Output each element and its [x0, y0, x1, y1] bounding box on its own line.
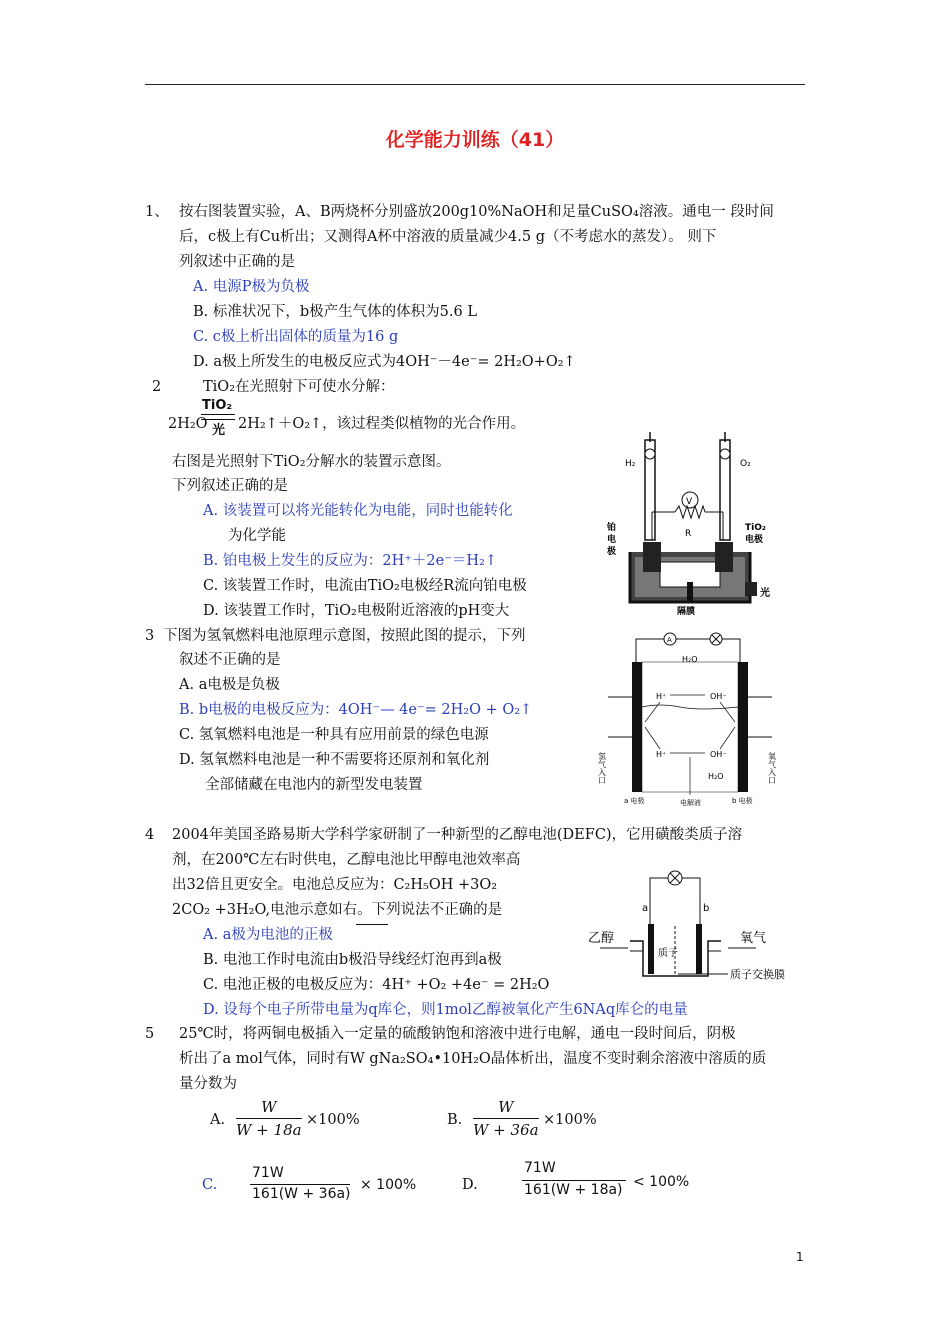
q1-line2: 后，c极上有Cu析出；又测得A杯中溶液的质量减少4.5 g（不考虑水的蒸发）。 则下: [179, 229, 717, 245]
tio2-electrode-label: 电极: [745, 535, 764, 545]
hplus-top-label: H⁺: [656, 692, 667, 701]
ethanol-label: 乙醇: [588, 931, 615, 946]
q5-option-a-fraction: [236, 1098, 302, 1139]
q5-option-c-numerator: 71W: [252, 1165, 284, 1181]
q2-line4: 下列叙述正确的是: [172, 478, 288, 494]
h2-inlet-label: 氢气入口: [597, 752, 607, 784]
a-electrode-label: a 电极: [624, 797, 645, 805]
pt-label-1: 铂: [607, 523, 617, 533]
q4-line2: 剂，在200℃左右时供电，乙醇电池比甲醇电池效率高: [172, 852, 521, 868]
q4-line4: 2CO₂ +3H₂O,电池示意如右。下列说法不正确的是: [172, 902, 503, 918]
q4-option-c: C. 电池正极的电极反应为：4H⁺ +O₂ +4e⁻ = 2H₂O: [203, 977, 550, 993]
voltmeter-label: V: [686, 497, 693, 507]
q5-option-d-bar: [522, 1180, 626, 1181]
o2-label: O₂: [740, 459, 751, 469]
fuel-cell-figure: [597, 627, 785, 812]
q3-option-b: B. b电极的电极反应为：4OH⁻— 4e⁻= 2H₂O + O₂↑: [179, 702, 533, 718]
q2-eq-right: 2H₂↑＋O₂↑，该过程类似植物的光合作用。: [238, 416, 526, 432]
q4-option-a: A. a极为电池的正极: [203, 927, 333, 943]
q5-option-b-fraction: [473, 1098, 539, 1139]
q2-option-a-cont: 为化学能: [228, 528, 286, 544]
tio2-apparatus-figure: [605, 432, 780, 617]
q1-line1: 按右图装置实验，A、B两烧杯分别盛放200g10%NaOH和足量CuSO₄溶液。通电一 段时间: [179, 204, 774, 220]
q2-eq-left: 2H₂O: [168, 416, 208, 432]
page-number: 1: [796, 1250, 804, 1264]
resistor-label: R: [685, 529, 692, 539]
q3-option-c: C. 氢氧燃料电池是一种具有应用前景的绿色电源: [179, 727, 489, 743]
q2-eq-condition: 光: [212, 423, 226, 438]
o2-inlet-label: 氧气入口: [767, 752, 777, 784]
water-top-label: H₂O: [682, 655, 698, 664]
q2-eq-catalyst: TiO₂: [202, 398, 233, 413]
q5-option-d-numerator: 71W: [524, 1160, 556, 1176]
proton-membrane-label: 质子交换膜: [730, 968, 785, 981]
q4-line3: 出32倍且更安全。电池总反应为：C₂H₅OH +3O₂: [172, 877, 498, 893]
q5-option-a-numerator: W: [261, 1098, 277, 1116]
q5-option-b-denominator: W + 36a: [473, 1121, 539, 1139]
q3-line1: 下图为氢氧燃料电池原理示意图，按照此图的提示，下列: [163, 628, 526, 644]
q4-line1: 2004年美国圣路易斯大学科学家研制了一种新型的乙醇电池(DEFC)，它用磺酸类质子溶: [172, 827, 743, 843]
q5-line3: 量分数为: [179, 1076, 237, 1092]
q5-option-c-label: C.: [202, 1177, 218, 1193]
ammeter-label: A: [667, 636, 672, 644]
pt-label-2: 电: [607, 535, 617, 545]
q4-number: 4: [145, 827, 155, 843]
q4-option-b: B. 电池工作时电流由b极沿导线经灯泡再到a极: [203, 952, 502, 968]
q2-line3: 右图是光照射下TiO₂分解水的装置示意图。: [172, 454, 451, 470]
q2-option-b: B. 铂电极上发生的反应为：2H⁺＋2e⁻＝H₂↑: [203, 553, 497, 569]
q2-line1: TiO₂在光照射下可使水分解：: [203, 379, 395, 395]
q5-option-b-numerator: W: [498, 1098, 514, 1116]
water-bottom-label: H₂O: [708, 772, 724, 781]
q1-option-d: D. a极上所发生的电极反应式为4OH⁻－4e⁻= 2H₂O+O₂↑: [193, 354, 576, 370]
q5-option-c-tail: × 100%: [360, 1177, 417, 1193]
tio2-label: TiO₂: [745, 523, 766, 533]
q5-option-a-denominator: W + 18a: [236, 1121, 302, 1139]
proton-label: 质子: [658, 948, 678, 959]
q4-a-label: a: [642, 903, 649, 914]
q1-option-b: B. 标准状况下，b极产生气体的体积为5.6 L: [193, 304, 477, 320]
q4-reaction-arrow: [356, 924, 388, 925]
q4-b-label: b: [703, 903, 710, 914]
q5-option-d-label: D.: [462, 1177, 478, 1193]
q2-number: 2: [152, 379, 162, 395]
q2-option-a: A. 该装置可以将光能转化为电能，同时也能转化: [203, 503, 513, 519]
q5-option-d-tail: < 100%: [633, 1174, 690, 1190]
q5-option-c-denominator: 161(W + 36a): [252, 1186, 351, 1202]
light-label: 光: [760, 588, 770, 599]
page-title: 化学能力训练（41）: [385, 129, 565, 151]
ohminus-bottom-label: OH⁻: [710, 750, 727, 759]
b-electrode-label: b 电极: [732, 797, 753, 805]
top-rule: [145, 84, 805, 85]
q5-option-a-tail: ×100%: [306, 1112, 360, 1128]
pt-label-3: 极: [607, 547, 617, 557]
q3-option-a: A. a电极是负极: [179, 677, 280, 693]
q5-option-a-label: A.: [210, 1112, 226, 1128]
hplus-bottom-label: H⁺: [656, 750, 667, 759]
q3-line2: 叙述不正确的是: [179, 652, 281, 668]
h2-label: H₂: [625, 459, 636, 469]
q5-option-b-label: B.: [447, 1112, 463, 1128]
q3-option-d: D. 氢氧燃料电池是一种不需要将还原剂和氧化剂: [179, 752, 490, 768]
membrane-label: 隔膜: [677, 607, 696, 617]
q3-option-d-cont: 全部储藏在电池内的新型发电装置: [205, 777, 423, 793]
q1-line3: 列叙述中正确的是: [179, 254, 295, 270]
ethanol-cell-figure: [588, 866, 788, 986]
q1-option-c: C. c极上析出固体的质量为16 g: [193, 329, 399, 345]
oxygen-label: 氧气: [740, 931, 767, 946]
q5-option-c-bar: [250, 1184, 350, 1185]
q4-option-d: D. 设每个电子所带电量为q库仑，则1mol乙醇被氧化产生6NAq库仑的电量: [203, 1002, 688, 1018]
q5-option-d-denominator: 161(W + 18a): [524, 1182, 623, 1198]
q2-option-c: C. 该装置工作时，电流由TiO₂电极经R流向铂电极: [203, 578, 527, 594]
q5-line2: 析出了a mol气体，同时有W gNa₂SO₄•10H₂O晶体析出，温度不变时剩余溶液中溶质的质: [179, 1051, 767, 1067]
q5-number: 5: [145, 1026, 155, 1042]
electrolyte-label: 电解液: [680, 799, 701, 807]
q3-number: 3: [145, 628, 155, 644]
q5-option-b-tail: ×100%: [543, 1112, 597, 1128]
q1-option-a: A. 电源P极为负极: [193, 279, 310, 295]
q5-line1: 25℃时，将两铜电极插入一定量的硫酸钠饱和溶液中进行电解，通电一段时间后，阴极: [179, 1026, 736, 1042]
q2-option-d: D. 该装置工作时，TiO₂电极附近溶液的pH变大: [203, 603, 510, 619]
q1-number: 1、: [145, 204, 169, 220]
ohminus-top-label: OH⁻: [710, 692, 727, 701]
